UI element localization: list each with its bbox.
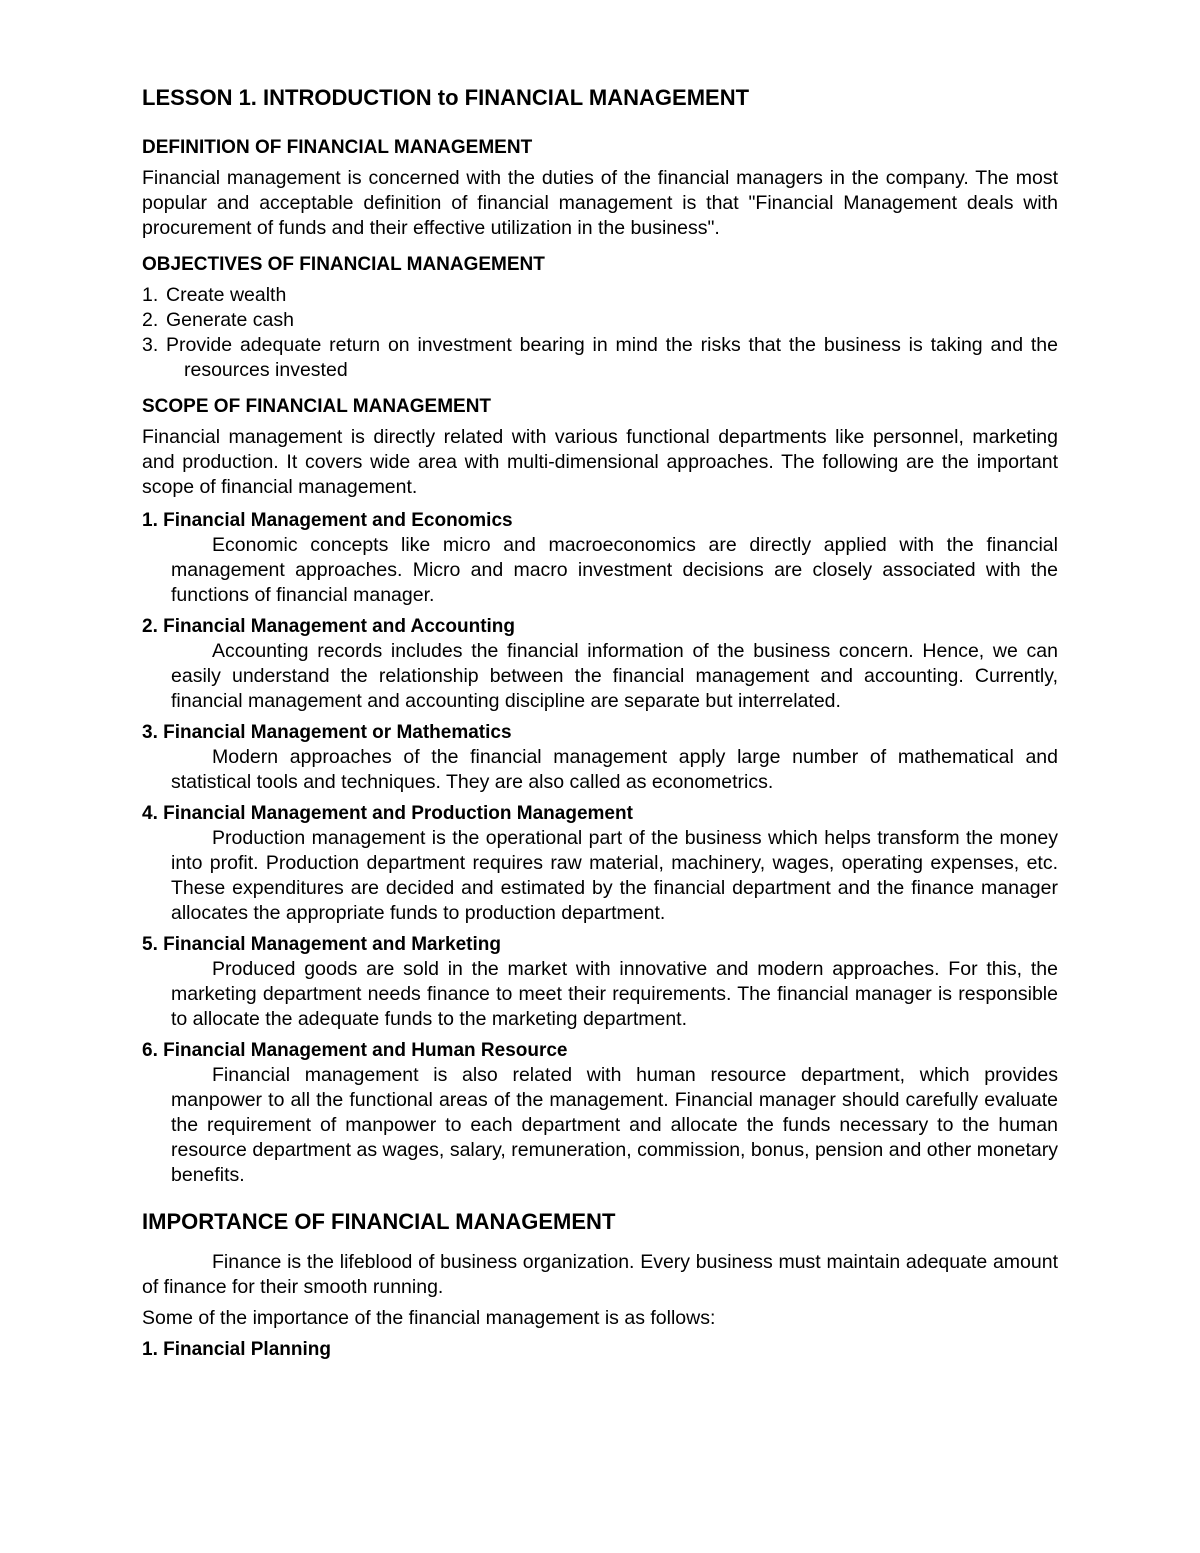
scope-item: [142, 932, 1058, 1032]
scope-item-body: Production management is the operational part of the business which helps transform the money into profit. Production department requires raw material, machinery, wages, operating expenses, etc. These expenditures are decided and estimated by the financial department and the finance manager allocates the appropriate funds to production department.: [171, 827, 1058, 924]
objective-item: [142, 308, 1058, 333]
scope-item-title: 4. Financial Management and Production Management: [142, 803, 633, 824]
scope-item-body: Accounting records includes the financial information of the business concern. Hence, we can easily understand the relationship between the financial management and accounting. Currently, financial management and accounting discipline are separate but interrelated.: [171, 640, 1058, 712]
objective-number: 2.: [142, 309, 159, 331]
objective-text: Create wealth: [166, 284, 287, 306]
objectives-section: [142, 253, 1058, 383]
scope-item-body: Economic concepts like micro and macroeconomics are directly applied with the financial management approaches. Micro and macro investment decisions are closely associated with the functions of financial manager.: [171, 534, 1058, 606]
scope-item-body: Produced goods are sold in the market with innovative and modern approaches. For this, the marketing department needs finance to meet their requirements. The financial manager is responsible to allocate the adequate funds to the marketing department.: [171, 958, 1058, 1030]
objective-text: Generate cash: [166, 309, 294, 331]
scope-item-body: Financial management is also related with human resource department, which provides manpower to all the functional areas of the management. Financial manager should carefully evaluate the requirement of manpower to each department and allocate the funds necessary to the human resource department as wages, salary, remuneration, commission, bonus, pension and other monetary benefits.: [171, 1064, 1058, 1186]
scope-intro: Financial management is directly related with various functional departments like personnel, marketing and production. It covers wide area with multi-dimensional approaches. The following are the important scope of financial management.: [142, 426, 1058, 498]
scope-item-title: 2. Financial Management and Accounting: [142, 616, 516, 637]
scope-item-title: 1. Financial Management and Economics: [142, 510, 513, 531]
importance-section: [142, 1208, 1058, 1362]
scope-item: [142, 1038, 1058, 1188]
objectives-heading: OBJECTIVES OF FINANCIAL MANAGEMENT: [142, 254, 545, 275]
definition-text: Financial management is concerned with the duties of the financial managers in the company. The most popular and acceptable definition of financial management is that "Financial Management deals with procurement of funds and their effective utilization in the business".: [142, 167, 1058, 239]
importance-para-2: Some of the importance of the financial management is as follows:: [142, 1307, 716, 1329]
objective-item: [142, 333, 1058, 383]
scope-item-title: 3. Financial Management or Mathematics: [142, 722, 512, 743]
scope-heading: SCOPE OF FINANCIAL MANAGEMENT: [142, 396, 492, 417]
objective-item: [142, 283, 1058, 308]
scope-item-body: Modern approaches of the financial management apply large number of mathematical and statistical tools and techniques. They are also called as econometrics.: [171, 746, 1058, 793]
scope-item: [142, 720, 1058, 795]
objective-number: 3.: [142, 334, 159, 356]
document-page: [142, 84, 1058, 1374]
objectives-list: [142, 283, 1058, 383]
definition-section: [142, 136, 1058, 241]
importance-heading: IMPORTANCE OF FINANCIAL MANAGEMENT: [142, 1209, 616, 1234]
objective-number: 1.: [142, 284, 159, 306]
lesson-title: LESSON 1. INTRODUCTION to FINANCIAL MANAGEMENT: [142, 85, 750, 110]
scope-item: [142, 508, 1058, 608]
scope-item: [142, 614, 1058, 714]
scope-item-title: 6. Financial Management and Human Resource: [142, 1040, 568, 1061]
definition-heading: DEFINITION OF FINANCIAL MANAGEMENT: [142, 137, 533, 158]
importance-item-title: 1. Financial Planning: [142, 1339, 331, 1360]
scope-item: [142, 801, 1058, 926]
importance-para-1: Finance is the lifeblood of business organization. Every business must maintain adequate amount of finance for their smooth running.: [142, 1251, 1058, 1298]
scope-section: [142, 395, 1058, 1188]
scope-item-title: 5. Financial Management and Marketing: [142, 934, 501, 955]
objective-text: Provide adequate return on investment bearing in mind the risks that the business is taking and the resources invested: [166, 334, 1058, 381]
